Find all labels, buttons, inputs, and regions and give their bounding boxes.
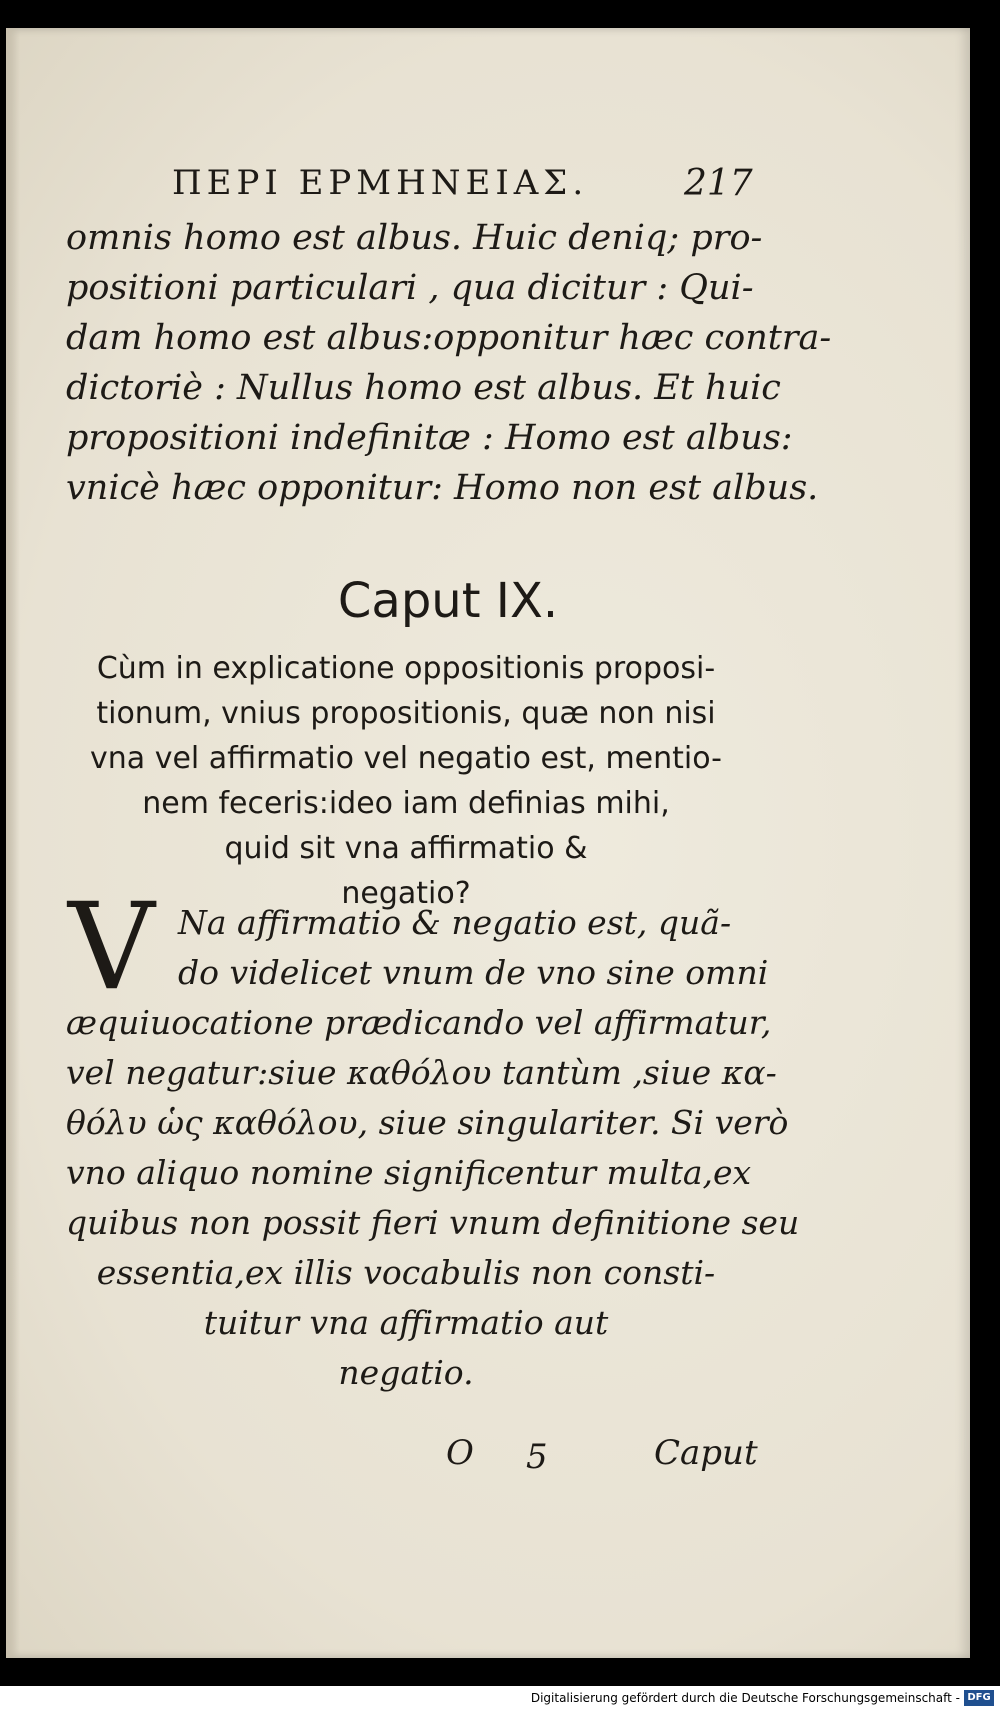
text-line: propositioni indefinitæ : Homo est albus: [66,418,793,458]
page-number: 217 [684,163,753,204]
footer-note: Digitalisierung gefördert durch die Deutsche Forschungsgemeinschaft - [530,1691,960,1705]
answer-line: æquiuocatione prædicando vel affirmatur, [66,1003,772,1042]
answer-line: vno aliquo nomine significentur multa,ex [66,1153,752,1192]
text-line: dictoriè : Nullus homo est albus. Et huic [66,368,781,408]
question-line: quid sit vna affirmatio & [224,831,588,866]
preceding-paragraph [66,213,832,513]
chapter-answer [66,898,800,1398]
answer-line: Na affirmatio & negatio est, quã- [178,903,732,942]
chapter-question [66,646,746,916]
signature-number: 5 [526,1437,548,1477]
question-line: nem feceris:ideo iam definias mihi, [142,786,670,821]
answer-line: do videlicet vnum de vno sine omni [178,953,769,992]
question-line: negatio? [341,876,471,911]
answer-line: quibus non possit fieri vnum definitione seu [66,1203,800,1242]
text-line: dam homo est albus:opponitur hæc contra- [66,318,832,358]
answer-line: essentia,ex illis vocabulis non consti- [96,1253,716,1292]
chapter-heading: Caput IX. [337,573,559,629]
answer-line: tuitur vna affirmatio aut [203,1303,609,1342]
question-line: Cùm in explicatione oppositionis proposi- [96,651,716,686]
running-title: ΠΕΡΙ ΕΡΜΗΝΕΙΑΣ. [172,163,589,203]
text-line: positioni particulari , qua dicitur : Qui- [66,268,754,308]
answer-line: vel negatur:siue καθόλου tantùm ,siue κα- [66,1053,777,1092]
page-gutter [6,28,20,1658]
text-line: omnis homo est albus. Huic deniq; pro- [66,218,763,258]
text-line: vnicè hæc opponitur: Homo non est albus. [66,468,819,508]
drop-cap-initial: V [68,878,155,1017]
answer-line: θόλυ ὡς καθόλου, siue singulariter. Si verò [66,1103,789,1142]
question-line: vna vel affirmatio vel negatio est, mentio- [90,741,722,776]
question-line: tionum, vnius propositionis, quæ non nisi [96,696,716,731]
dfg-logo-icon: DFG [964,1690,994,1706]
running-head [6,153,970,213]
digitization-footer [0,1686,1000,1712]
paper-page [6,28,970,1658]
catchwords-line [6,1433,970,1483]
catchword: Caput [654,1433,758,1473]
signature-mark: O [446,1433,474,1473]
answer-line: negatio. [338,1353,474,1392]
